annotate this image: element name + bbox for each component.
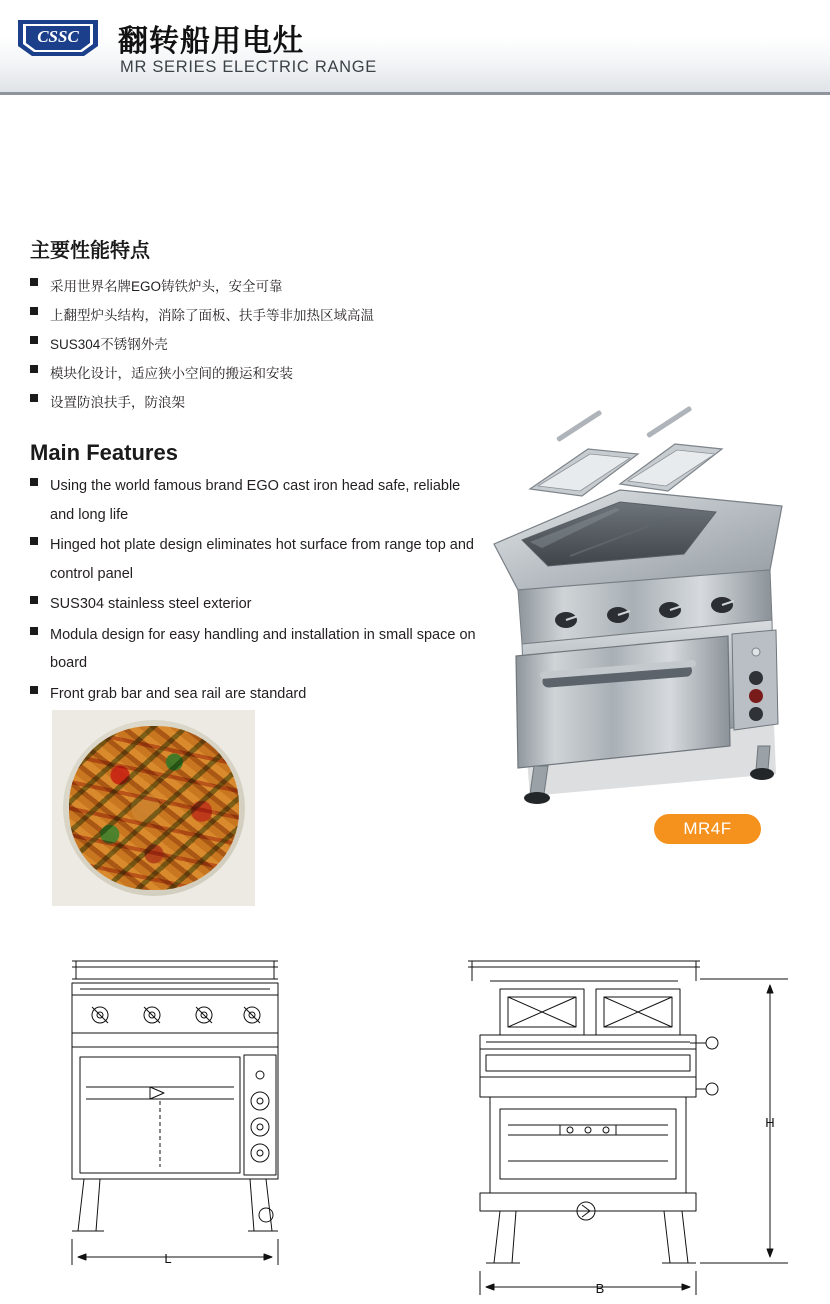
model-badge: MR4F: [654, 814, 761, 844]
svg-text:CSSC: CSSC: [37, 27, 79, 46]
features-list-en: [30, 472, 485, 710]
feature-text: 上翻型炉头结构，消除了面板、扶手等非加热区域高温: [50, 308, 374, 323]
square-bullet-icon: [30, 627, 38, 635]
square-bullet-icon: [30, 278, 38, 286]
square-bullet-icon: [30, 365, 38, 373]
page-header: [0, 0, 830, 94]
square-bullet-icon: [30, 478, 38, 486]
dimension-label-L: L: [164, 1251, 172, 1266]
technical-drawings: [0, 939, 830, 1304]
feature-text: 设置防浪扶手，防浪架: [50, 395, 185, 410]
feature-text: Modula design for easy handling and installation in small space on board: [50, 626, 476, 671]
square-bullet-icon: [30, 686, 38, 694]
header-divider: [0, 92, 830, 95]
food-photo: [52, 710, 255, 906]
square-bullet-icon: [30, 307, 38, 315]
feature-text: SUS304 stainless steel exterior: [50, 596, 252, 612]
list-item: [30, 472, 485, 529]
page-title-cn: 翻转船用电灶: [118, 25, 304, 58]
feature-text: Hinged hot plate design eliminates hot surface from range top and control panel: [50, 537, 474, 582]
square-bullet-icon: [30, 336, 38, 344]
features-heading-cn: 主要性能特点: [30, 240, 150, 262]
square-bullet-icon: [30, 537, 38, 545]
features-list-cn: [30, 272, 500, 417]
list-item: [30, 272, 500, 301]
feature-text: 模块化设计，适应狭小空间的搬运和安装: [50, 366, 293, 381]
list-item: [30, 531, 485, 588]
list-item: [30, 680, 485, 709]
list-item: [30, 590, 485, 619]
list-item: [30, 301, 500, 330]
dimension-label-H: H: [765, 1115, 775, 1130]
features-heading-en: Main Features: [30, 440, 178, 465]
list-item: [30, 388, 500, 417]
dimension-label-B: B: [595, 1281, 605, 1296]
feature-text: Using the world famous brand EGO cast iron head safe, reliable and long life: [50, 478, 461, 523]
product-photo-mr4f: [470, 394, 820, 814]
square-bullet-icon: [30, 394, 38, 402]
feature-text: Front grab bar and sea rail are standard: [50, 685, 307, 702]
list-item: [30, 359, 500, 388]
feature-text: SUS304不锈钢外壳: [50, 337, 168, 352]
list-item: [30, 621, 485, 678]
page-title-en: MR SERIES ELECTRIC RANGE: [120, 58, 378, 76]
feature-text: 采用世界名牌EGO铸铁炉头，安全可靠: [50, 279, 283, 294]
cssc-logo: [14, 14, 102, 60]
list-item: [30, 330, 500, 359]
stir-fry-food: [69, 726, 239, 890]
square-bullet-icon: [30, 596, 38, 604]
